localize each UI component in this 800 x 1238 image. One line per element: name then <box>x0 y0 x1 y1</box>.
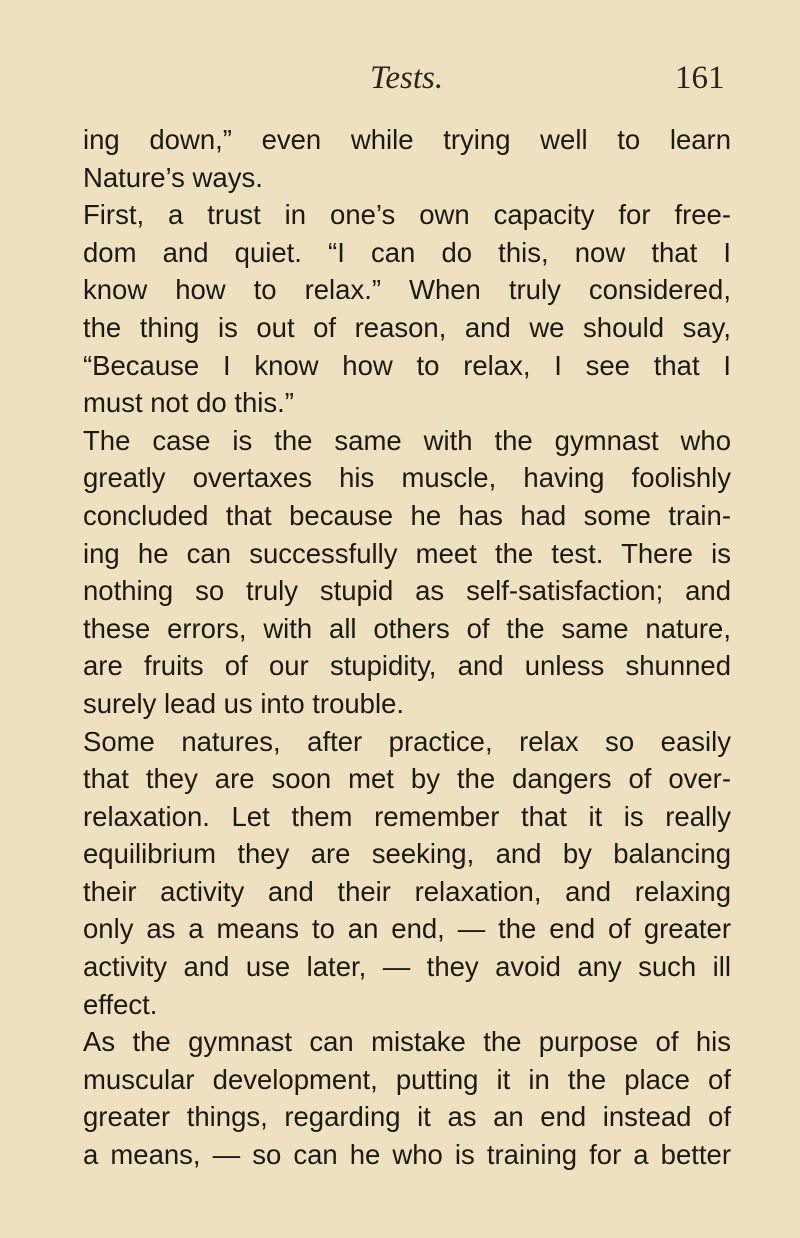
body-text <box>83 121 731 1174</box>
text-line: greater things, regarding it as an end instead of <box>83 1101 731 1133</box>
text-line: equilibrium they are seeking, and by balancing <box>83 838 731 870</box>
page-number: 161 <box>675 60 725 96</box>
text-line: First, a trust in one’s own capacity for free- <box>83 199 731 231</box>
text-line: Nature’s ways. <box>83 161 263 193</box>
text-line: these errors, with all others of the same nature, <box>83 612 731 644</box>
running-title: Tests. <box>370 60 444 96</box>
text-line: “Because I know how to relax, I see that I <box>83 349 731 381</box>
text-line: The case is the same with the gymnast who <box>83 424 731 456</box>
text-line: Some natures, after practice, relax so easily <box>83 725 731 757</box>
text-line: surely lead us into trouble. <box>83 687 405 719</box>
text-line: ing he can successfully meet the test. There is <box>83 537 731 569</box>
text-line: As the gymnast can mistake the purpose of his <box>83 1026 731 1058</box>
text-line: concluded that because he has had some train- <box>83 499 731 531</box>
text-line: only as a means to an end, — the end of greater <box>83 913 731 945</box>
text-line: ing down,” even while trying well to learn <box>83 124 731 155</box>
text-line: relaxation. Let them remember that it is really <box>83 800 731 832</box>
text-line: nothing so truly stupid as self-satisfaction; and <box>83 575 731 607</box>
text-line: dom and quiet. “I can do this, now that I <box>83 236 731 268</box>
text-line: that they are soon met by the dangers of over- <box>83 763 731 795</box>
text-line: a means, — so can he who is training for a better <box>83 1139 731 1171</box>
text-line: muscular development, putting it in the place of <box>83 1063 731 1095</box>
text-line: their activity and their relaxation, and relaxing <box>83 875 731 907</box>
text-line: activity and use later, — they avoid any such ill <box>83 951 731 983</box>
text-line: know how to relax.” When truly considered, <box>83 274 731 306</box>
text-line: the thing is out of reason, and we should say, <box>83 311 731 343</box>
text-line: are fruits of our stupidity, and unless shunned <box>83 650 731 682</box>
text-line: effect. <box>83 988 158 1020</box>
text-line: must not do this.” <box>83 387 294 419</box>
text-line: greatly overtaxes his muscle, having foolishly <box>83 462 731 494</box>
page-header <box>0 60 800 104</box>
